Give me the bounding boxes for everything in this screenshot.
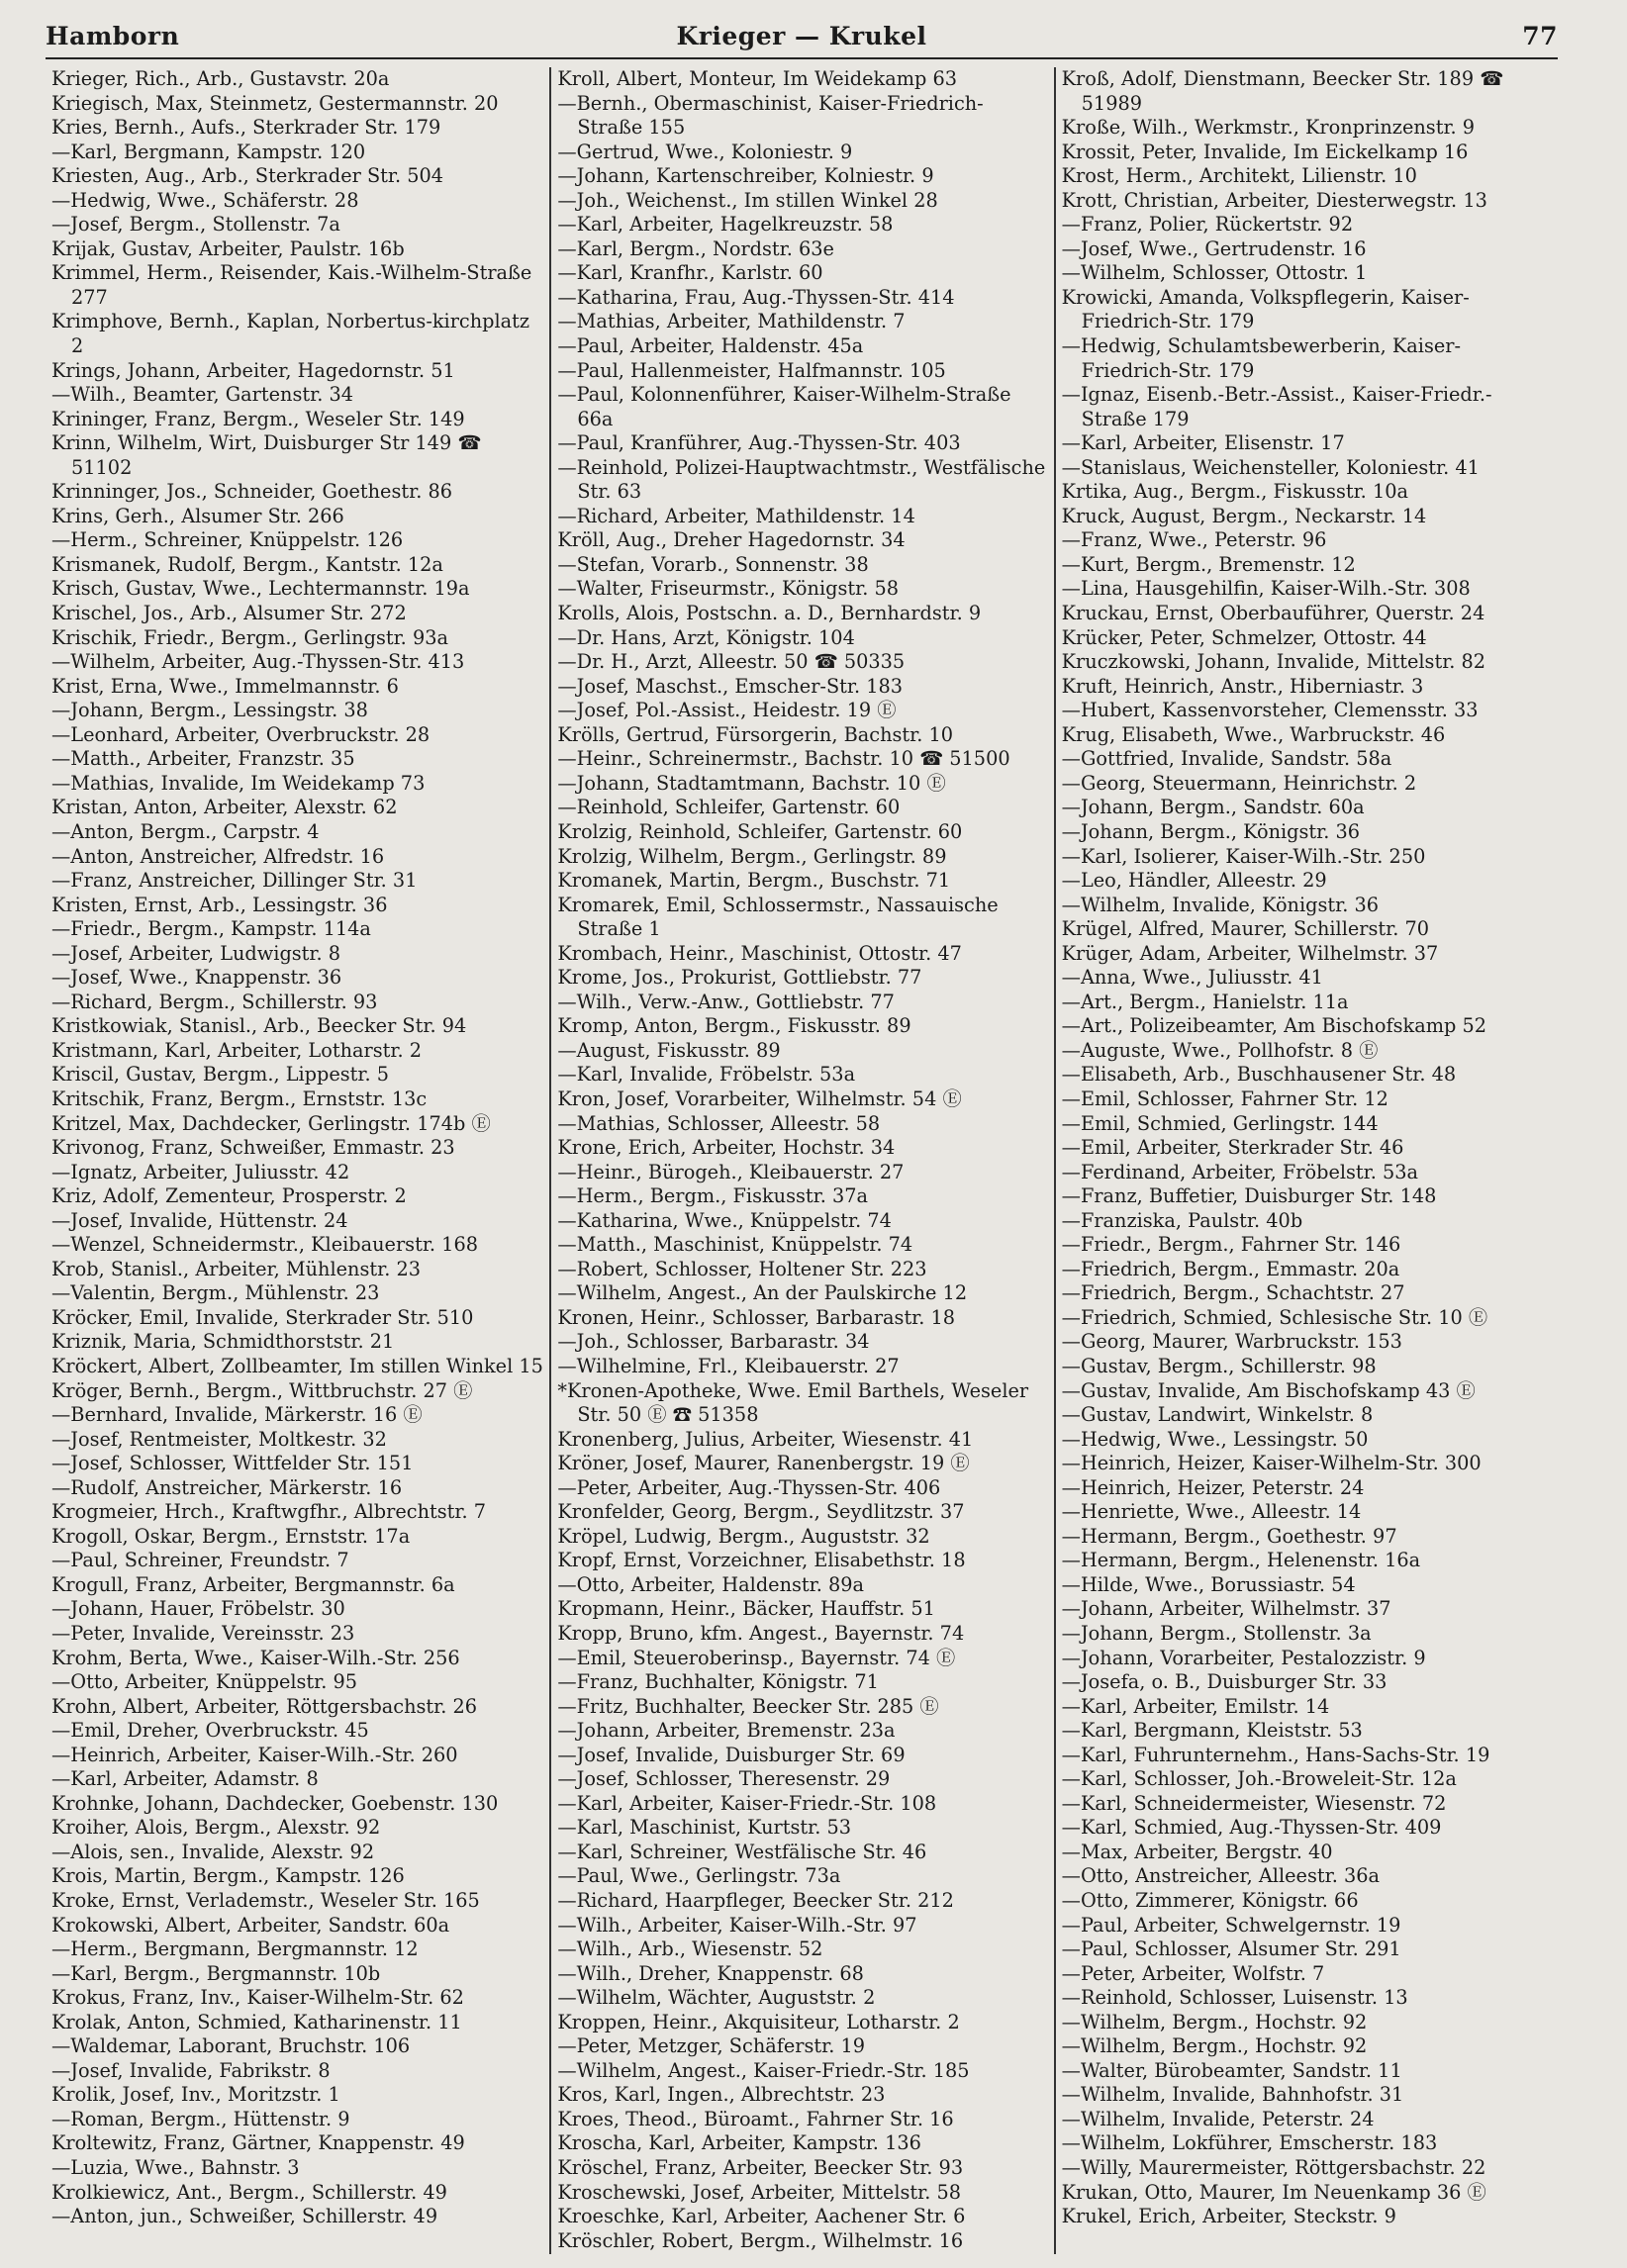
directory-entry: Krowicki, Amanda, Volkspflegerin, Kaiser-Friedrich-Str. 179 bbox=[1061, 285, 1470, 333]
directory-entry: *Kronen-Apotheke, Wwe. Emil Barthels, Weseler Str. 50 Ⓔ ☎ 51358 bbox=[557, 1378, 1029, 1427]
directory-entry: Kristkowiak, Stanisl., Arb., Beecker Str. 94 bbox=[51, 1014, 467, 1038]
directory-entry: —Franz, Buchhalter, Königstr. 71 bbox=[557, 1670, 879, 1694]
directory-entry: —Josef, Pol.-Assist., Heidestr. 19 Ⓔ bbox=[557, 699, 897, 722]
directory-entry: —Friedr., Bergm., Fahrner Str. 146 bbox=[1061, 1233, 1401, 1257]
directory-entry: —Franziska, Paulstr. 40b bbox=[1061, 1208, 1303, 1232]
directory-entry: —Elisabeth, Arb., Buschhausener Str. 48 bbox=[1061, 1063, 1457, 1087]
directory-entry: —Gustav, Invalide, Am Bischofskamp 43 Ⓔ bbox=[1061, 1378, 1476, 1402]
directory-entry: —Josef, Wwe., Gertrudenstr. 16 bbox=[1061, 236, 1367, 260]
directory-entry: —Stanislaus, Weichensteller, Koloniestr. 41 bbox=[1061, 455, 1480, 479]
directory-entry: Kroschewski, Josef, Arbeiter, Mittelstr. 58 bbox=[557, 2180, 962, 2204]
directory-entry: Krist, Erna, Wwe., Immelmannstr. 6 bbox=[51, 674, 399, 698]
directory-entry: Kritschik, Franz, Bergm., Ernststr. 13c bbox=[51, 1087, 428, 1110]
column-2 bbox=[549, 67, 1053, 2254]
directory-entry: Krischel, Jos., Arb., Alsumer Str. 272 bbox=[51, 602, 407, 625]
directory-entry: —Johann, Arbeiter, Bremenstr. 23a bbox=[557, 1719, 896, 1743]
directory-entry: —Richard, Bergm., Schillerstr. 93 bbox=[51, 990, 378, 1013]
directory-entry: Kroppen, Heinr., Akquisiteur, Lotharstr. 2 bbox=[557, 2010, 960, 2033]
directory-entry: Krokus, Franz, Inv., Kaiser-Wilhelm-Str. 62 bbox=[51, 1986, 464, 2010]
directory-entry: —Josef, Invalide, Hüttenstr. 24 bbox=[51, 1208, 348, 1232]
directory-entry: —Emil, Schlosser, Fahrner Str. 12 bbox=[1061, 1087, 1388, 1110]
directory-entry: —Art., Polizeibeamter, Am Bischofskamp 52 bbox=[1061, 1014, 1487, 1038]
directory-entry: —Rudolf, Anstreicher, Märkerstr. 16 bbox=[51, 1475, 403, 1499]
directory-entry: —Peter, Metzger, Schäferstr. 19 bbox=[557, 2034, 866, 2058]
directory-entry: —Paul, Schreiner, Freundstr. 7 bbox=[51, 1549, 349, 1572]
directory-entry: —Johann, Vorarbeiter, Pestalozzistr. 9 bbox=[1061, 1646, 1426, 1669]
directory-entry: —Wilhelm, Arbeiter, Aug.-Thyssen-Str. 413 bbox=[51, 650, 465, 674]
directory-entry: Krolls, Alois, Postschn. a. D., Bernhardstr. 9 bbox=[557, 602, 982, 625]
directory-entry: —Karl, Arbeiter, Hagelkreuzstr. 58 bbox=[557, 213, 894, 236]
directory-entry: Kröger, Bernh., Bergm., Wittbruchstr. 27 Ⓔ bbox=[51, 1378, 473, 1402]
directory-entry: —Wilhelm, Bergm., Hochstr. 92 bbox=[1061, 2034, 1368, 2058]
directory-entry: —Wilh., Dreher, Knappenstr. 68 bbox=[557, 1961, 864, 1985]
directory-entry: Kromarek, Emil, Schlossermstr., Nassauische Straße 1 bbox=[557, 893, 999, 941]
directory-entry: —Josef, Arbeiter, Ludwigstr. 8 bbox=[51, 941, 341, 965]
directory-entry: —Gustav, Bergm., Schillerstr. 98 bbox=[1061, 1354, 1377, 1377]
directory-entry: Kroße, Wilh., Werkmstr., Kronprinzenstr. 9 bbox=[1061, 116, 1476, 140]
directory-entry: —Lina, Hausgehilfin, Kaiser-Wilh.-Str. 308 bbox=[1061, 577, 1471, 601]
directory-columns bbox=[46, 67, 1558, 2254]
directory-entry: —Karl, Kranfhr., Karlstr. 60 bbox=[557, 261, 823, 285]
directory-entry: —Georg, Maurer, Warbruckstr. 153 bbox=[1061, 1330, 1402, 1354]
directory-entry: —Franz, Buffetier, Duisburger Str. 148 bbox=[1061, 1184, 1437, 1208]
directory-entry: —Valentin, Bergm., Mühlenstr. 23 bbox=[51, 1281, 380, 1305]
directory-entry: —Josef, Wwe., Knappenstr. 36 bbox=[51, 966, 342, 990]
directory-entry: —Paul, Arbeiter, Schwelgernstr. 19 bbox=[1061, 1913, 1401, 1937]
directory-entry: Kruck, August, Bergm., Neckarstr. 14 bbox=[1061, 504, 1427, 527]
directory-entry: Kromp, Anton, Bergm., Fiskusstr. 89 bbox=[557, 1014, 911, 1038]
directory-entry: —Paul, Kranführer, Aug.-Thyssen-Str. 403 bbox=[557, 431, 961, 455]
directory-entry: Kröner, Josef, Maurer, Ranenbergstr. 19 Ⓔ bbox=[557, 1452, 970, 1475]
directory-entry: —Wilh., Arb., Wiesenstr. 52 bbox=[557, 1937, 823, 1961]
directory-entry: Krügel, Alfred, Maurer, Schillerstr. 70 bbox=[1061, 917, 1430, 941]
directory-entry: —Johann, Arbeiter, Wilhelmstr. 37 bbox=[1061, 1597, 1391, 1621]
directory-entry: Krois, Martin, Bergm., Kampstr. 126 bbox=[51, 1864, 405, 1888]
directory-entry: —Bernhard, Invalide, Märkerstr. 16 Ⓔ bbox=[51, 1403, 423, 1427]
directory-entry: Krinninger, Jos., Schneider, Goethestr. 86 bbox=[51, 480, 452, 504]
directory-entry: —Wilhelmine, Frl., Kleibauerstr. 27 bbox=[557, 1354, 900, 1377]
directory-entry: Kromanek, Martin, Bergm., Buschstr. 71 bbox=[557, 869, 951, 893]
directory-entry: Krohn, Albert, Arbeiter, Röttgersbachstr. 26 bbox=[51, 1694, 478, 1718]
directory-entry: —Heinr., Schreinermstr., Bachstr. 10 ☎ 51500 bbox=[557, 747, 1010, 771]
directory-entry: —Otto, Anstreicher, Alleestr. 36a bbox=[1061, 1864, 1380, 1888]
directory-entry: Kröcker, Emil, Invalide, Sterkrader Str. 510 bbox=[51, 1305, 474, 1329]
directory-entry: —Josef, Maschst., Emscher-Str. 183 bbox=[557, 674, 904, 698]
directory-entry: Krolzig, Wilhelm, Bergm., Gerlingstr. 89 bbox=[557, 844, 947, 868]
directory-entry: Krivonog, Franz, Schweißer, Emmastr. 23 bbox=[51, 1136, 455, 1160]
directory-entry: —Franz, Anstreicher, Dillinger Str. 31 bbox=[51, 869, 418, 893]
directory-entry: Kros, Karl, Ingen., Albrechtstr. 23 bbox=[557, 2083, 886, 2107]
directory-entry: —Friedrich, Schmied, Schlesische Str. 10 Ⓔ bbox=[1061, 1305, 1488, 1329]
directory-entry: —Karl, Arbeiter, Kaiser-Friedr.-Str. 108 bbox=[557, 1791, 937, 1815]
directory-entry: Kroll, Albert, Monteur, Im Weidekamp 63 bbox=[557, 67, 957, 90]
running-head-center: Krieger — Krukel bbox=[676, 22, 927, 50]
directory-entry: —Friedrich, Bergm., Schachtstr. 27 bbox=[1061, 1281, 1405, 1305]
directory-entry: —Robert, Schlosser, Holtener Str. 223 bbox=[557, 1257, 927, 1280]
directory-entry: —Franz, Polier, Rückertstr. 92 bbox=[1061, 213, 1354, 236]
directory-entry: —Anton, jun., Schweißer, Schillerstr. 49 bbox=[51, 2205, 438, 2228]
directory-entry: —Wilhelm, Invalide, Bahnhofstr. 31 bbox=[1061, 2083, 1404, 2107]
directory-entry: —Katharina, Frau, Aug.-Thyssen-Str. 414 bbox=[557, 285, 955, 309]
directory-entry: Kruckau, Ernst, Oberbauführer, Querstr. 24 bbox=[1061, 602, 1485, 625]
directory-entry: Kriz, Adolf, Zementeur, Prosperstr. 2 bbox=[51, 1184, 407, 1208]
directory-entry: Krisch, Gustav, Wwe., Lechtermannstr. 19a bbox=[51, 577, 470, 601]
directory-entry: Kriznik, Maria, Schmidthorststr. 21 bbox=[51, 1330, 395, 1354]
directory-entry: Krukel, Erich, Arbeiter, Steckstr. 9 bbox=[1061, 2205, 1396, 2228]
directory-entry: Kröschler, Robert, Bergm., Wilhelmstr. 16 bbox=[557, 2228, 964, 2252]
directory-entry: —Reinhold, Schleifer, Gartenstr. 60 bbox=[557, 796, 901, 819]
directory-entry: —Johann, Hauer, Fröbelstr. 30 bbox=[51, 1597, 345, 1621]
directory-entry: Krieger, Rich., Arb., Gustavstr. 20a bbox=[51, 67, 390, 90]
directory-entry: Kruczkowski, Johann, Invalide, Mittelstr. 82 bbox=[1061, 650, 1486, 674]
directory-entry: Kröll, Aug., Dreher Hagedornstr. 34 bbox=[557, 528, 906, 552]
directory-entry: —Karl, Schlosser, Joh.-Broweleit-Str. 12a bbox=[1061, 1767, 1457, 1791]
directory-entry: —Joh., Weichenst., Im stillen Winkel 28 bbox=[557, 188, 938, 212]
directory-entry: Kritzel, Max, Dachdecker, Gerlingstr. 174b Ⓔ bbox=[51, 1111, 491, 1135]
directory-entry: Krome, Jos., Prokurist, Gottliebstr. 77 bbox=[557, 966, 922, 990]
directory-entry: Kruft, Heinrich, Anstr., Hiberniastr. 3 bbox=[1061, 674, 1424, 698]
directory-entry: Kriesten, Aug., Arb., Sterkrader Str. 504 bbox=[51, 164, 444, 188]
directory-entry: —Wenzel, Schneidermstr., Kleibauerstr. 168 bbox=[51, 1233, 478, 1257]
directory-entry: —Peter, Arbeiter, Aug.-Thyssen-Str. 406 bbox=[557, 1475, 941, 1499]
directory-entry: Krossit, Peter, Invalide, Im Eickelkamp 16 bbox=[1061, 140, 1469, 163]
directory-entry: —Hedwig, Wwe., Schäferstr. 28 bbox=[51, 188, 359, 212]
directory-entry: —Karl, Arbeiter, Emilstr. 14 bbox=[1061, 1694, 1330, 1718]
directory-entry: —Mathias, Invalide, Im Weidekamp 73 bbox=[51, 771, 426, 795]
directory-entry: Krogull, Franz, Arbeiter, Bergmannstr. 6a bbox=[51, 1572, 455, 1596]
directory-entry: Kries, Bernh., Aufs., Sterkrader Str. 179 bbox=[51, 116, 441, 140]
directory-entry: —Herm., Bergm., Fiskusstr. 37a bbox=[557, 1184, 868, 1208]
directory-entry: —Josef, Schlosser, Theresenstr. 29 bbox=[557, 1767, 891, 1791]
directory-entry: —Mathias, Arbeiter, Mathildenstr. 7 bbox=[557, 310, 906, 333]
directory-entry: Krolak, Anton, Schmied, Katharinenstr. 11 bbox=[51, 2010, 462, 2033]
directory-entry: —Gottfried, Invalide, Sandstr. 58a bbox=[1061, 747, 1392, 771]
directory-entry: Krolkiewicz, Ant., Bergm., Schillerstr. 49 bbox=[51, 2180, 447, 2204]
directory-entry: —Reinhold, Schlosser, Luisenstr. 13 bbox=[1061, 1986, 1408, 2010]
directory-entry: Krukan, Otto, Maurer, Im Neuenkamp 36 Ⓔ bbox=[1061, 2180, 1486, 2204]
directory-entry: Kropf, Ernst, Vorzeichner, Elisabethstr. 18 bbox=[557, 1549, 966, 1572]
directory-entry: Krinn, Wilhelm, Wirt, Duisburger Str 149 ☎ 51102 bbox=[51, 431, 482, 479]
directory-entry: —Anton, Bergm., Carpstr. 4 bbox=[51, 819, 320, 843]
directory-entry: —Auguste, Wwe., Pollhofstr. 8 Ⓔ bbox=[1061, 1038, 1379, 1062]
directory-entry: —Otto, Arbeiter, Knüppelstr. 95 bbox=[51, 1670, 358, 1694]
directory-entry: —Bernh., Obermaschinist, Kaiser-Friedrich-Straße 155 bbox=[557, 91, 984, 140]
directory-entry: —Wilh., Beamter, Gartenstr. 34 bbox=[51, 383, 353, 407]
directory-entry: —Josef, Rentmeister, Moltkestr. 32 bbox=[51, 1427, 387, 1451]
directory-entry: Kronenberg, Julius, Arbeiter, Wiesenstr. 41 bbox=[557, 1427, 974, 1451]
directory-entry: Krölls, Gertrud, Fürsorgerin, Bachstr. 10 bbox=[557, 722, 954, 746]
directory-entry: —Otto, Arbeiter, Haldenstr. 89a bbox=[557, 1572, 865, 1596]
directory-entry: Krolik, Josef, Inv., Moritzstr. 1 bbox=[51, 2083, 340, 2107]
directory-entry: —Walter, Friseurmstr., Königstr. 58 bbox=[557, 577, 899, 601]
directory-entry: Kronfelder, Georg, Bergm., Seydlitzstr. 37 bbox=[557, 1500, 965, 1524]
directory-entry: Krone, Erich, Arbeiter, Hochstr. 34 bbox=[557, 1136, 896, 1160]
directory-entry: —Wilhelm, Invalide, Königstr. 36 bbox=[1061, 893, 1380, 916]
directory-entry: —Gertrud, Wwe., Koloniestr. 9 bbox=[557, 140, 853, 163]
directory-entry: —Ferdinand, Arbeiter, Fröbelstr. 53a bbox=[1061, 1160, 1419, 1183]
directory-entry: —Dr. Hans, Arzt, Königstr. 104 bbox=[557, 625, 855, 649]
directory-entry: —Luzia, Wwe., Bahnstr. 3 bbox=[51, 2156, 300, 2180]
directory-entry: —Reinhold, Polizei-Hauptwachtmstr., Westfälische Str. 63 bbox=[557, 455, 1046, 504]
directory-entry: —Wilh., Verw.-Anw., Gottliebstr. 77 bbox=[557, 990, 895, 1013]
directory-entry: —Wilh., Arbeiter, Kaiser-Wilh.-Str. 97 bbox=[557, 1913, 917, 1937]
directory-entry: —Max, Arbeiter, Bergstr. 40 bbox=[1061, 1840, 1333, 1863]
directory-entry: Krost, Herm., Architekt, Lilienstr. 10 bbox=[1061, 164, 1417, 188]
directory-entry: —August, Fiskusstr. 89 bbox=[557, 1038, 781, 1062]
directory-entry: —Franz, Wwe., Peterstr. 96 bbox=[1061, 528, 1327, 552]
directory-entry: —Karl, Schneidermeister, Wiesenstr. 72 bbox=[1061, 1791, 1447, 1815]
directory-entry: —Friedr., Bergm., Kampstr. 114a bbox=[51, 917, 371, 941]
directory-entry: —Heinr., Bürogeh., Kleibauerstr. 27 bbox=[557, 1160, 905, 1183]
directory-entry: Kröpel, Ludwig, Bergm., Auguststr. 32 bbox=[557, 1524, 930, 1548]
directory-entry: Kron, Josef, Vorarbeiter, Wilhelmstr. 54 Ⓔ bbox=[557, 1087, 962, 1110]
directory-entry: Krischik, Friedr., Bergm., Gerlingstr. 93a bbox=[51, 625, 448, 649]
directory-entry: Krohnke, Johann, Dachdecker, Goebenstr. 130 bbox=[51, 1791, 499, 1815]
directory-entry: —Karl, Bergmann, Kampstr. 120 bbox=[51, 140, 366, 163]
directory-entry: —Karl, Arbeiter, Adamstr. 8 bbox=[51, 1767, 319, 1791]
directory-entry: —Anna, Wwe., Juliusstr. 41 bbox=[1061, 966, 1323, 990]
column-1 bbox=[46, 67, 549, 2254]
directory-entry: —Josef, Bergm., Stollenstr. 7a bbox=[51, 213, 340, 236]
directory-entry: —Stefan, Vorarb., Sonnenstr. 38 bbox=[557, 552, 869, 576]
directory-entry: Kroke, Ernst, Verlademstr., Weseler Str. 165 bbox=[51, 1889, 480, 1913]
directory-entry: —Ignatz, Arbeiter, Juliusstr. 42 bbox=[51, 1160, 350, 1183]
directory-entry: —Karl, Bergm., Nordstr. 63e bbox=[557, 236, 834, 260]
directory-entry: —Paul, Hallenmeister, Halfmannstr. 105 bbox=[557, 358, 946, 382]
directory-entry: Krott, Christian, Arbeiter, Diesterwegstr. 13 bbox=[1061, 188, 1487, 212]
directory-entry: —Karl, Bergmann, Kleiststr. 53 bbox=[1061, 1719, 1363, 1743]
directory-entry: —Wilhelm, Lokführer, Emscherstr. 183 bbox=[1061, 2131, 1438, 2155]
directory-entry: Kroes, Theod., Büroamt., Fahrner Str. 16 bbox=[557, 2107, 954, 2130]
directory-entry: —Wilhelm, Bergm., Hochstr. 92 bbox=[1061, 2010, 1368, 2033]
directory-entry: Kristan, Anton, Arbeiter, Alexstr. 62 bbox=[51, 796, 398, 819]
directory-entry: —Karl, Schmied, Aug.-Thyssen-Str. 409 bbox=[1061, 1816, 1442, 1840]
directory-entry: Krininger, Franz, Bergm., Weseler Str. 149 bbox=[51, 407, 465, 430]
directory-entry: —Johann, Bergm., Sandstr. 60a bbox=[1061, 796, 1365, 819]
directory-entry: —Hermann, Bergm., Goethestr. 97 bbox=[1061, 1524, 1397, 1548]
directory-entry: Kroltewitz, Franz, Gärtner, Knappenstr. 49 bbox=[51, 2131, 465, 2155]
directory-entry: —Josef, Schlosser, Wittfelder Str. 151 bbox=[51, 1452, 414, 1475]
directory-entry: Krug, Elisabeth, Wwe., Warbruckstr. 46 bbox=[1061, 722, 1446, 746]
directory-entry: —Waldemar, Laborant, Bruchstr. 106 bbox=[51, 2034, 411, 2058]
directory-entry: —Johann, Bergm., Lessingstr. 38 bbox=[51, 699, 368, 722]
directory-entry: —Wilhelm, Wächter, Auguststr. 2 bbox=[557, 1986, 876, 2010]
directory-entry: —Josef, Invalide, Duisburger Str. 69 bbox=[557, 1743, 906, 1766]
directory-entry: —Paul, Schlosser, Alsumer Str. 291 bbox=[1061, 1937, 1401, 1961]
directory-entry: —Karl, Isolierer, Kaiser-Wilh.-Str. 250 bbox=[1061, 844, 1426, 868]
directory-entry: Krogmeier, Hrch., Kraftwgfhr., Albrechtstr. 7 bbox=[51, 1500, 487, 1524]
directory-entry: —Peter, Arbeiter, Wolfstr. 7 bbox=[1061, 1961, 1325, 1985]
directory-entry: —Walter, Bürobeamter, Sandstr. 11 bbox=[1061, 2058, 1402, 2082]
directory-entry: Kriegisch, Max, Steinmetz, Gestermannstr. 20 bbox=[51, 91, 499, 115]
directory-entry: —Josefa, o. B., Duisburger Str. 33 bbox=[1061, 1670, 1388, 1694]
directory-entry: —Wilhelm, Schlosser, Ottostr. 1 bbox=[1061, 261, 1368, 285]
directory-entry: —Henriette, Wwe., Alleestr. 14 bbox=[1061, 1500, 1362, 1524]
directory-entry: —Fritz, Buchhalter, Beecker Str. 285 Ⓔ bbox=[557, 1694, 939, 1718]
directory-entry: —Georg, Steuermann, Heinrichstr. 2 bbox=[1061, 771, 1417, 795]
directory-entry: —Johann, Kartenschreiber, Kolniestr. 9 bbox=[557, 164, 934, 188]
directory-entry: —Richard, Haarpfleger, Beecker Str. 212 bbox=[557, 1889, 954, 1913]
directory-entry: Krohm, Berta, Wwe., Kaiser-Wilh.-Str. 256 bbox=[51, 1646, 460, 1669]
directory-entry: —Dr. H., Arzt, Alleestr. 50 ☎ 50335 bbox=[557, 650, 906, 674]
directory-entry: —Matth., Maschinist, Knüppelstr. 74 bbox=[557, 1233, 913, 1257]
directory-entry: Kristen, Ernst, Arb., Lessingstr. 36 bbox=[51, 893, 388, 916]
directory-entry: Krijak, Gustav, Arbeiter, Paulstr. 16b bbox=[51, 236, 405, 260]
directory-entry: —Wilhelm, Invalide, Peterstr. 24 bbox=[1061, 2107, 1375, 2130]
directory-entry: Krüger, Adam, Arbeiter, Wilhelmstr. 37 bbox=[1061, 941, 1439, 965]
directory-entry: —Heinrich, Arbeiter, Kaiser-Wilh.-Str. 260 bbox=[51, 1743, 458, 1766]
page-number: 77 bbox=[1522, 22, 1558, 50]
directory-entry: —Peter, Invalide, Vereinsstr. 23 bbox=[51, 1622, 355, 1645]
directory-entry: —Willy, Maurermeister, Röttgersbachstr. 22 bbox=[1061, 2156, 1486, 2180]
directory-entry: Krob, Stanisl., Arbeiter, Mühlenstr. 23 bbox=[51, 1257, 421, 1280]
directory-entry: —Joh., Schlosser, Barbarastr. 34 bbox=[557, 1330, 870, 1354]
directory-entry: —Hedwig, Wwe., Lessingstr. 50 bbox=[1061, 1427, 1369, 1451]
directory-entry: Kropp, Bruno, kfm. Angest., Bayernstr. 74 bbox=[557, 1622, 965, 1645]
directory-entry: Kröckert, Albert, Zollbeamter, Im stillen Winkel 15 bbox=[51, 1354, 543, 1377]
directory-entry: Kriscil, Gustav, Bergm., Lippestr. 5 bbox=[51, 1063, 390, 1087]
directory-entry: Kröschel, Franz, Arbeiter, Beecker Str. 93 bbox=[557, 2156, 964, 2180]
directory-entry: —Katharina, Wwe., Knüppelstr. 74 bbox=[557, 1208, 892, 1232]
directory-entry: —Hedwig, Schulamtsbewerberin, Kaiser-Friedrich-Str. 179 bbox=[1061, 334, 1462, 382]
directory-entry: —Herm., Schreiner, Knüppelstr. 126 bbox=[51, 528, 404, 552]
directory-entry: —Johann, Bergm., Königstr. 36 bbox=[1061, 819, 1361, 843]
directory-entry: —Emil, Steueroberinsp., Bayernstr. 74 Ⓔ bbox=[557, 1646, 956, 1669]
directory-entry: —Karl, Bergm., Bergmannstr. 10b bbox=[51, 1961, 381, 1985]
directory-entry: —Emil, Dreher, Overbruckstr. 45 bbox=[51, 1719, 369, 1743]
directory-entry: —Paul, Kolonnenführer, Kaiser-Wilhelm-Straße 66a bbox=[557, 383, 1011, 430]
directory-entry: —Emil, Arbeiter, Sterkrader Str. 46 bbox=[1061, 1136, 1404, 1160]
directory-entry: Kronen, Heinr., Schlosser, Barbarastr. 18 bbox=[557, 1305, 956, 1329]
running-head-left: Hamborn bbox=[46, 22, 180, 50]
directory-entry: —Hubert, Kassenvorsteher, Clemensstr. 33 bbox=[1061, 699, 1479, 722]
page-header bbox=[46, 18, 1558, 59]
directory-entry: —Hermann, Bergm., Helenenstr. 16a bbox=[1061, 1549, 1421, 1572]
directory-entry: —Karl, Arbeiter, Elisenstr. 17 bbox=[1061, 431, 1345, 455]
directory-entry: —Wilhelm, Angest., Kaiser-Friedr.-Str. 185 bbox=[557, 2058, 970, 2082]
directory-entry: —Richard, Arbeiter, Mathildenstr. 14 bbox=[557, 504, 915, 527]
directory-entry: —Josef, Invalide, Fabrikstr. 8 bbox=[51, 2058, 331, 2082]
directory-entry: —Leo, Händler, Alleestr. 29 bbox=[1061, 869, 1327, 893]
directory-entry: Krtika, Aug., Bergm., Fiskusstr. 10a bbox=[1061, 480, 1408, 504]
directory-entry: —Ignaz, Eisenb.-Betr.-Assist., Kaiser-Friedr.-Straße 179 bbox=[1061, 383, 1492, 430]
directory-entry: —Emil, Schmied, Gerlingstr. 144 bbox=[1061, 1111, 1379, 1135]
directory-entry: —Heinrich, Heizer, Kaiser-Wilhelm-Str. 300 bbox=[1061, 1452, 1482, 1475]
directory-entry: —Karl, Fuhrunternehm., Hans-Sachs-Str. 19 bbox=[1061, 1743, 1490, 1766]
directory-entry: Krücker, Peter, Schmelzer, Ottostr. 44 bbox=[1061, 625, 1427, 649]
directory-entry: —Kurt, Bergm., Bremenstr. 12 bbox=[1061, 552, 1356, 576]
directory-entry: —Anton, Anstreicher, Alfredstr. 16 bbox=[51, 844, 385, 868]
directory-entry: —Mathias, Schlosser, Alleestr. 58 bbox=[557, 1111, 881, 1135]
directory-entry: —Roman, Bergm., Hüttenstr. 9 bbox=[51, 2107, 350, 2130]
directory-entry: —Herm., Bergmann, Bergmannstr. 12 bbox=[51, 1937, 419, 1961]
directory-entry: —Johann, Stadtamtmann, Bachstr. 10 Ⓔ bbox=[557, 771, 946, 795]
directory-entry: —Karl, Schreiner, Westfälische Str. 46 bbox=[557, 1840, 927, 1863]
directory-entry: Krings, Johann, Arbeiter, Hagedornstr. 51 bbox=[51, 358, 455, 382]
directory-entry: Krogoll, Oskar, Bergm., Ernststr. 17a bbox=[51, 1524, 411, 1548]
directory-entry: —Heinrich, Heizer, Peterstr. 24 bbox=[1061, 1475, 1365, 1499]
directory-entry: —Art., Bergm., Hanielstr. 11a bbox=[1061, 990, 1349, 1013]
directory-entry: —Paul, Arbeiter, Haldenstr. 45a bbox=[557, 334, 864, 358]
directory-entry: —Leonhard, Arbeiter, Overbruckstr. 28 bbox=[51, 722, 431, 746]
directory-entry: Kristmann, Karl, Arbeiter, Lotharstr. 2 bbox=[51, 1038, 422, 1062]
directory-entry: —Wilhelm, Angest., An der Paulskirche 12 bbox=[557, 1281, 968, 1305]
directory-entry: —Karl, Maschinist, Kurtstr. 53 bbox=[557, 1816, 852, 1840]
directory-entry: Kroß, Adolf, Dienstmann, Beecker Str. 189 ☎ 51989 bbox=[1061, 67, 1504, 115]
directory-entry: —Friedrich, Bergm., Emmastr. 20a bbox=[1061, 1257, 1400, 1280]
directory-entry: —Gustav, Landwirt, Winkelstr. 8 bbox=[1061, 1403, 1374, 1427]
directory-entry: —Matth., Arbeiter, Franzstr. 35 bbox=[51, 747, 355, 771]
directory-entry: Krins, Gerh., Alsumer Str. 266 bbox=[51, 504, 344, 527]
directory-entry: Krolzig, Reinhold, Schleifer, Gartenstr. 60 bbox=[557, 819, 963, 843]
directory-entry: Krimmel, Herm., Reisender, Kais.-Wilhelm-Straße 277 bbox=[51, 261, 532, 309]
directory-entry: Kroiher, Alois, Bergm., Alexstr. 92 bbox=[51, 1816, 381, 1840]
directory-entry: Kroscha, Karl, Arbeiter, Kampstr. 136 bbox=[557, 2131, 921, 2155]
column-3 bbox=[1054, 67, 1558, 2254]
directory-entry: Krimphove, Bernh., Kaplan, Norbertus-kirchplatz 2 bbox=[51, 310, 530, 358]
directory-entry: Kropmann, Heinr., Bäcker, Hauffstr. 51 bbox=[557, 1597, 935, 1621]
directory-entry: Kroeschke, Karl, Arbeiter, Aachener Str. 6 bbox=[557, 2205, 966, 2228]
directory-entry: —Karl, Invalide, Fröbelstr. 53a bbox=[557, 1063, 856, 1087]
directory-entry: —Paul, Wwe., Gerlingstr. 73a bbox=[557, 1864, 841, 1888]
directory-entry: —Hilde, Wwe., Borussiastr. 54 bbox=[1061, 1572, 1356, 1596]
directory-entry: —Otto, Zimmerer, Königstr. 66 bbox=[1061, 1889, 1359, 1913]
directory-entry: Krokowski, Albert, Arbeiter, Sandstr. 60a bbox=[51, 1913, 450, 1937]
directory-entry: Krombach, Heinr., Maschinist, Ottostr. 47 bbox=[557, 941, 962, 965]
directory-entry: —Alois, sen., Invalide, Alexstr. 92 bbox=[51, 1840, 375, 1863]
directory-entry: Krismanek, Rudolf, Bergm., Kantstr. 12a bbox=[51, 552, 443, 576]
directory-entry: —Johann, Bergm., Stollenstr. 3a bbox=[1061, 1622, 1372, 1645]
